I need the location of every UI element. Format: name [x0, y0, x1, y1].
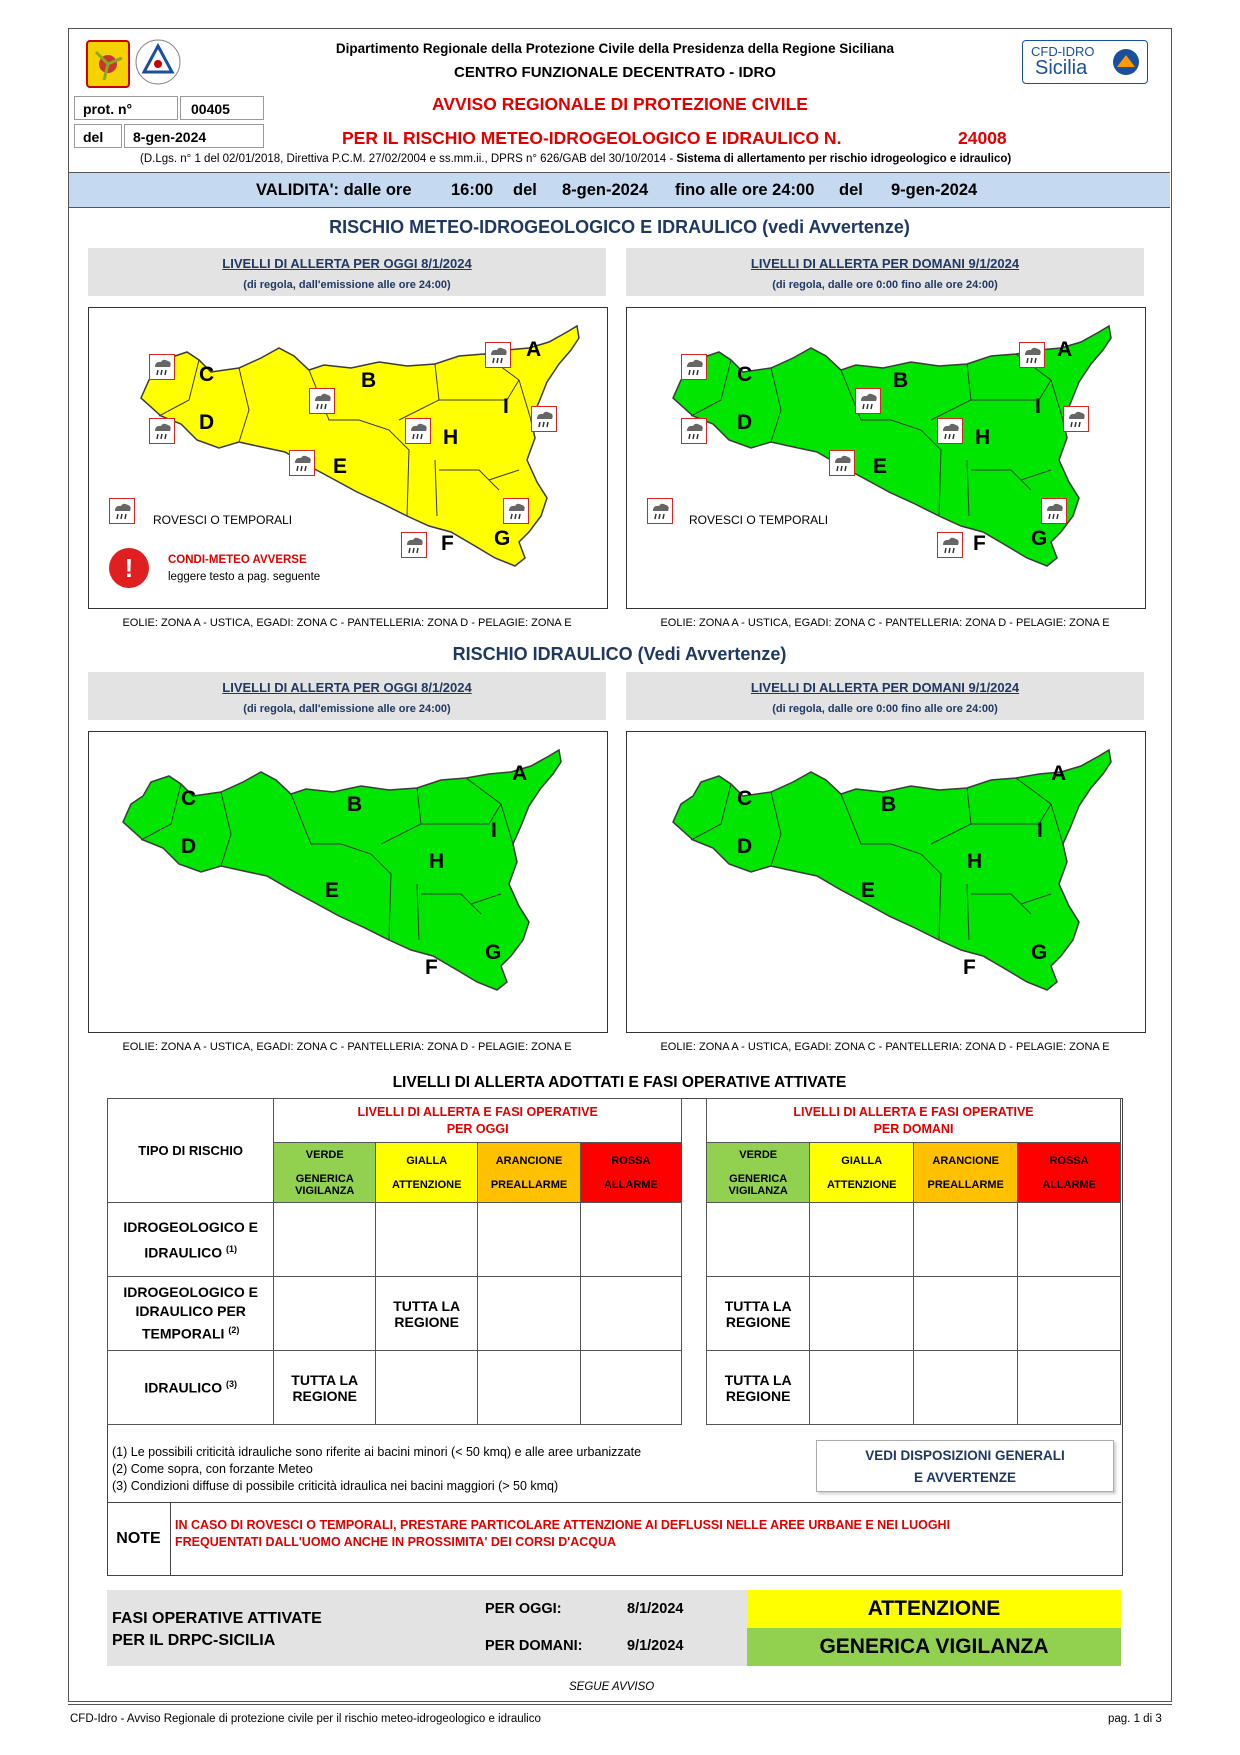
vedi-line2: E AVVERTENZE — [913, 1470, 1016, 1485]
row-label1: IDROGEOLOGICO E — [123, 1218, 258, 1235]
row-label — [108, 1351, 274, 1425]
zone-label-g: G — [1031, 941, 1048, 964]
protezione-civile-logo — [134, 38, 182, 86]
zone-label-c: C — [737, 787, 753, 810]
cell — [580, 1351, 681, 1425]
levels-table-title: LIVELLI DI ALLERTA ADOTTATI E FASI OPERATIVE ATTIVATE — [392, 1074, 847, 1091]
section1-title — [69, 217, 1170, 238]
row-label1: IDRAULICO — [144, 1379, 223, 1396]
fasi-domani-value: GENERICA VIGILANZA — [747, 1628, 1121, 1666]
fasi-label1: FASI OPERATIVE ATTIVATE — [112, 1610, 322, 1627]
cell-tutta-regione — [707, 1277, 810, 1351]
cell — [478, 1351, 581, 1425]
zone-label-a: A — [1051, 762, 1067, 785]
storm-icon — [1019, 342, 1045, 368]
zone-label-g: G — [1031, 527, 1048, 550]
segue-avviso: SEGUE AVVISO — [569, 1681, 655, 1693]
storm-icon — [309, 388, 335, 414]
level-phase: ALLARME — [604, 1178, 658, 1191]
validita-del2: del — [839, 181, 863, 199]
cell-tutta-regione — [274, 1351, 376, 1425]
islands-note-s2-tomorrow: EOLIE: ZONA A - USTICA, EGADI: ZONA C - PANTELLERIA: ZONA D - PELAGIE: ZONA E — [660, 1041, 1110, 1053]
footnotes — [112, 1444, 641, 1495]
zone-label-a: A — [1057, 338, 1073, 361]
cell — [580, 1277, 681, 1351]
validita-del1: del — [513, 181, 537, 199]
footnote-3: (3) Condizioni diffuse di possibile criticità idraulica nei bacini maggiori (> 50 kmq) — [112, 1479, 559, 1493]
tutta-la: TUTTA LA — [291, 1371, 359, 1388]
table-row — [108, 1203, 682, 1277]
cell — [1018, 1277, 1121, 1351]
note-text-2: FREQUENTATI DALL'UOMO ANCHE IN PROSSIMITA' DEI CORSI D'ACQUA — [175, 1535, 617, 1549]
zone-label-d: D — [199, 411, 215, 434]
domani-levels-row — [707, 1143, 1121, 1203]
level-rossa — [1018, 1143, 1121, 1203]
fasi-panel — [107, 1590, 1121, 1666]
table-row — [707, 1351, 1121, 1425]
cell — [810, 1351, 914, 1425]
del-label: del — [74, 124, 122, 148]
zone-label-f: F — [963, 956, 976, 979]
vedi-disposizioni-button[interactable] — [816, 1440, 1114, 1492]
cell — [274, 1203, 376, 1277]
levels-table-tomorrow — [706, 1098, 1121, 1425]
row-label — [108, 1277, 274, 1351]
map-meteo-today — [88, 307, 608, 609]
level-phase: ALLARME — [1042, 1178, 1097, 1191]
row-note: (1) — [226, 1243, 237, 1254]
map-idraulico-tomorrow — [626, 731, 1146, 1033]
storm-icon — [1041, 498, 1067, 524]
level-name: GIALLA — [406, 1154, 448, 1167]
note-row — [107, 1502, 1121, 1575]
fasi-domani-date: 9/1/2024 — [627, 1638, 684, 1654]
map-idraulico-today — [88, 731, 608, 1033]
zone-label-c: C — [181, 787, 197, 810]
legend-rovesci: ROVESCI O TEMPORALI — [153, 513, 293, 527]
s1-tomorrow-sub: (di regola, dalle ore 0:00 fino alle ore 24:00) — [772, 279, 998, 291]
vedi-line1: VEDI DISPOSIZIONI GENERALI — [865, 1448, 1065, 1463]
section2-title — [69, 644, 1170, 665]
dept-name: Dipartimento Regionale della Protezione Civile della Presidenza della Regione Siciliana — [335, 41, 895, 56]
level-verde — [274, 1143, 376, 1203]
s2-today-header — [88, 672, 606, 720]
zone-label-c: C — [737, 363, 753, 386]
storm-icon — [401, 532, 427, 558]
cfd-logo-top: CFD-IDRO — [1031, 44, 1095, 59]
storm-icon — [485, 342, 511, 368]
s1-today-header — [88, 248, 606, 296]
table-row — [108, 1351, 682, 1425]
storm-icon — [149, 354, 175, 380]
row-label3: TEMPORALI — [141, 1325, 225, 1342]
avviso-subtitle: PER IL RISCHIO METEO-IDROGEOLOGICO E IDRAULICO N. — [342, 128, 842, 148]
cell — [810, 1203, 914, 1277]
zone-label-e: E — [873, 455, 888, 478]
section1-title-main: RISCHIO METEO-IDROGEOLOGICO E IDRAULICO — [329, 217, 758, 237]
zone-label-f: F — [973, 532, 986, 555]
section1-title-suffix: (vedi Avvertenze) — [757, 217, 910, 237]
fasi-label2: PER IL DRPC-SICILIA — [112, 1632, 276, 1649]
row-label1: IDROGEOLOGICO E — [123, 1284, 258, 1301]
storm-icon — [149, 418, 175, 444]
sicily-map-green — [671, 320, 1121, 580]
level-rossa — [580, 1143, 681, 1203]
level-phase: ATTENZIONE — [391, 1178, 462, 1191]
cell-tutta-regione — [707, 1351, 810, 1425]
cell — [376, 1351, 478, 1425]
zone-label-f: F — [441, 532, 454, 555]
validita-label: VALIDITA': dalle ore — [256, 181, 412, 199]
footer-divider — [68, 1704, 1172, 1705]
protezione-civile-icon — [134, 38, 182, 86]
level-phase: GENERICA VIGILANZA — [295, 1172, 355, 1197]
zone-label-i: I — [491, 819, 497, 842]
zone-label-b: B — [881, 793, 897, 816]
sicily-region-logo — [86, 40, 130, 88]
zone-label-h: H — [443, 426, 459, 449]
level-arancione — [914, 1143, 1018, 1203]
avviso-refs-text: (D.Lgs. n° 1 del 02/01/2018, Direttiva P.C.M. 27/02/2004 e ss.mm.ii., DPRS n° 626/GAB del 30/10/2014 - — [140, 153, 677, 165]
cell — [707, 1203, 810, 1277]
storm-icon — [681, 418, 707, 444]
level-name: VERDE — [305, 1148, 344, 1161]
tipo-rischio-header: TIPO DI RISCHIO — [108, 1099, 274, 1203]
prot-label: prot. n° — [74, 96, 178, 120]
footer-right: pag. 1 di 3 — [1108, 1713, 1162, 1725]
zone-label-h: H — [975, 426, 991, 449]
zone-label-e: E — [861, 879, 876, 902]
fasi-oggi-value: ATTENZIONE — [747, 1590, 1121, 1628]
storm-icon — [289, 450, 315, 476]
domani-hdr1: LIVELLI DI ALLERTA E FASI OPERATIVE — [793, 1104, 1034, 1119]
regione: REGIONE — [292, 1387, 358, 1404]
storm-icon — [937, 532, 963, 558]
cell — [914, 1203, 1018, 1277]
level-phase: ATTENZIONE — [827, 1178, 897, 1191]
zone-label-a: A — [512, 762, 528, 785]
tutta-la: TUTTA LA — [393, 1297, 461, 1314]
zone-label-e: E — [325, 879, 340, 902]
level-name: VERDE — [739, 1148, 778, 1161]
storm-icon — [405, 418, 431, 444]
avviso-number: 24008 — [958, 128, 1007, 148]
storm-icon — [1063, 406, 1089, 432]
footer-left: CFD-Idro - Avviso Regionale di protezione civile per il rischio meteo-idrogeologico e idraulico — [70, 1713, 541, 1725]
footnote-1: (1) Le possibili criticità idrauliche sono riferite ai bacini minori (< 50 kmq) e alle aree urbanizzate — [112, 1445, 642, 1459]
level-name: ROSSA — [1049, 1154, 1089, 1167]
s2-tomorrow-header — [626, 672, 1144, 720]
oggi-levels-header — [274, 1099, 682, 1143]
zone-label-b: B — [893, 369, 909, 392]
storm-legend-icon — [109, 498, 135, 524]
level-name: GIALLA — [841, 1154, 883, 1167]
row-label — [108, 1203, 274, 1277]
level-verde — [707, 1143, 810, 1203]
table-row — [707, 1277, 1121, 1351]
level-phase: PREALLARME — [927, 1178, 1004, 1191]
level-phase: GENERICA VIGILANZA — [728, 1172, 788, 1197]
row-note: (2) — [228, 1325, 240, 1336]
zone-label-c: C — [199, 363, 215, 386]
storm-icon — [937, 418, 963, 444]
zone-label-b: B — [347, 793, 363, 816]
prot-number: 00405 — [180, 96, 264, 120]
table-row — [707, 1203, 1121, 1277]
cell-tutta-regione — [376, 1277, 478, 1351]
regione: REGIONE — [725, 1387, 791, 1404]
level-name: ARANCIONE — [495, 1154, 563, 1167]
fasi-oggi-date: 8/1/2024 — [627, 1601, 684, 1617]
s2-today-sub: (di regola, dall'emissione alle ore 24:00) — [243, 703, 451, 715]
zone-label-b: B — [361, 369, 377, 392]
centro-name: CENTRO FUNZIONALE DECENTRATO - IDRO — [454, 64, 776, 81]
storm-icon — [531, 406, 557, 432]
legend-condi-sub: leggere testo a pag. seguente — [168, 571, 321, 583]
s1-tomorrow-header — [626, 248, 1144, 296]
cell — [1018, 1203, 1121, 1277]
cfd-logo-bottom: Sicilia — [1035, 57, 1088, 79]
validita-from-date: 8-gen-2024 — [562, 181, 649, 199]
storm-icon — [855, 388, 881, 414]
cell — [914, 1277, 1018, 1351]
sicily-map-green — [121, 744, 571, 1004]
zone-label-g: G — [494, 527, 511, 550]
cell — [580, 1203, 681, 1277]
note-text-1: IN CASO DI ROVESCI O TEMPORALI, PRESTARE PARTICOLARE ATTENZIONE AI DEFLUSSI NELLE AREE URBANE E NEI LUOGHI — [175, 1518, 951, 1532]
storm-icon — [681, 354, 707, 380]
islands-note-s1-tomorrow: EOLIE: ZONA A - USTICA, EGADI: ZONA C - PANTELLERIA: ZONA D - PELAGIE: ZONA E — [660, 617, 1110, 629]
level-arancione — [478, 1143, 581, 1203]
storm-icon — [829, 450, 855, 476]
fasi-domani-label: PER DOMANI: — [485, 1638, 583, 1654]
zone-label-g: G — [485, 941, 502, 964]
validita-fino: fino alle ore 24:00 — [675, 181, 815, 199]
cfd-idro-logo — [1022, 40, 1148, 84]
cell — [478, 1203, 581, 1277]
zone-label-e: E — [333, 455, 348, 478]
note-label: NOTE — [107, 1503, 171, 1575]
levels-table-today — [107, 1098, 682, 1425]
section2-title-main: RISCHIO IDRAULICO — [452, 644, 633, 664]
oggi-hdr1: LIVELLI DI ALLERTA E FASI OPERATIVE — [357, 1104, 598, 1119]
storm-legend-icon — [647, 498, 673, 524]
zone-label-d: D — [737, 835, 753, 858]
sicily-map-yellow — [139, 320, 589, 580]
level-gialla — [810, 1143, 914, 1203]
cell — [274, 1277, 376, 1351]
avviso-title: AVVISO REGIONALE DI PROTEZIONE CIVILE — [432, 94, 808, 114]
tutta-la: TUTTA LA — [724, 1297, 792, 1314]
warning-icon: ! — [109, 548, 149, 588]
row-label2: IDRAULICO — [144, 1244, 223, 1261]
zone-label-i: I — [1037, 819, 1043, 842]
avviso-refs-bold: Sistema di allertamento per rischio idrogeologico e idraulico) — [676, 153, 1012, 165]
zone-label-h: H — [967, 850, 983, 873]
level-gialla — [376, 1143, 478, 1203]
map-meteo-tomorrow — [626, 307, 1146, 609]
regione: REGIONE — [394, 1313, 459, 1330]
zone-label-f: F — [425, 956, 438, 979]
cell — [376, 1203, 478, 1277]
avviso-refs — [140, 153, 1140, 165]
validita-to-date: 9-gen-2024 — [891, 181, 978, 199]
domani-hdr2: PER DOMANI — [873, 1121, 954, 1136]
s1-today-sub: (di regola, dall'emissione alle ore 24:00) — [243, 279, 451, 291]
zone-label-i: I — [1035, 395, 1041, 418]
s2-tomorrow-sub: (di regola, dalle ore 0:00 fino alle ore 24:00) — [772, 703, 998, 715]
islands-note-s2-today: EOLIE: ZONA A - USTICA, EGADI: ZONA C - PANTELLERIA: ZONA D - PELAGIE: ZONA E — [122, 1041, 572, 1053]
cell — [810, 1277, 914, 1351]
zone-label-d: D — [181, 835, 197, 858]
table-row — [108, 1277, 682, 1351]
level-name: ROSSA — [611, 1154, 651, 1167]
section2-title-suffix: (Vedi Avvertenze) — [632, 644, 787, 664]
level-phase: PREALLARME — [490, 1178, 568, 1191]
cell — [478, 1277, 581, 1351]
validita-bar — [69, 172, 1170, 208]
s2-today-title: LIVELLI DI ALLERTA PER OGGI 8/1/2024 — [222, 680, 472, 695]
legend-rovesci: ROVESCI O TEMPORALI — [689, 513, 829, 527]
level-name: ARANCIONE — [932, 1154, 1000, 1167]
legend-condi: CONDI-METEO AVVERSE — [168, 554, 307, 566]
validita-from-time: 16:00 — [451, 181, 494, 199]
footnote-2: (2) Come sopra, con forzante Meteo — [112, 1462, 313, 1476]
storm-icon — [503, 498, 529, 524]
oggi-hdr2: PER OGGI — [446, 1121, 509, 1136]
zone-label-a: A — [526, 338, 542, 361]
row-note: (3) — [226, 1379, 237, 1390]
s1-today-title: LIVELLI DI ALLERTA PER OGGI 8/1/2024 — [222, 256, 472, 271]
row-label2: IDRAULICO PER — [135, 1303, 246, 1320]
s2-tomorrow-title: LIVELLI DI ALLERTA PER DOMANI 9/1/2024 — [750, 680, 1020, 695]
zone-label-h: H — [429, 850, 445, 873]
cell — [1018, 1351, 1121, 1425]
del-date: 8-gen-2024 — [124, 124, 264, 148]
fasi-oggi-label: PER OGGI: — [485, 1601, 562, 1617]
zone-label-i: I — [503, 395, 509, 418]
cell — [914, 1351, 1018, 1425]
domani-levels-header — [707, 1099, 1121, 1143]
regione: REGIONE — [725, 1313, 791, 1330]
islands-note-s1-today: EOLIE: ZONA A - USTICA, EGADI: ZONA C - PANTELLERIA: ZONA D - PELAGIE: ZONA E — [122, 617, 572, 629]
note-text — [175, 1517, 950, 1551]
trinacria-icon — [88, 42, 128, 86]
tutta-la: TUTTA LA — [724, 1371, 792, 1388]
s1-tomorrow-title: LIVELLI DI ALLERTA PER DOMANI 9/1/2024 — [750, 256, 1020, 271]
cfd-globe-icon — [1111, 47, 1141, 77]
zone-label-d: D — [737, 411, 753, 434]
